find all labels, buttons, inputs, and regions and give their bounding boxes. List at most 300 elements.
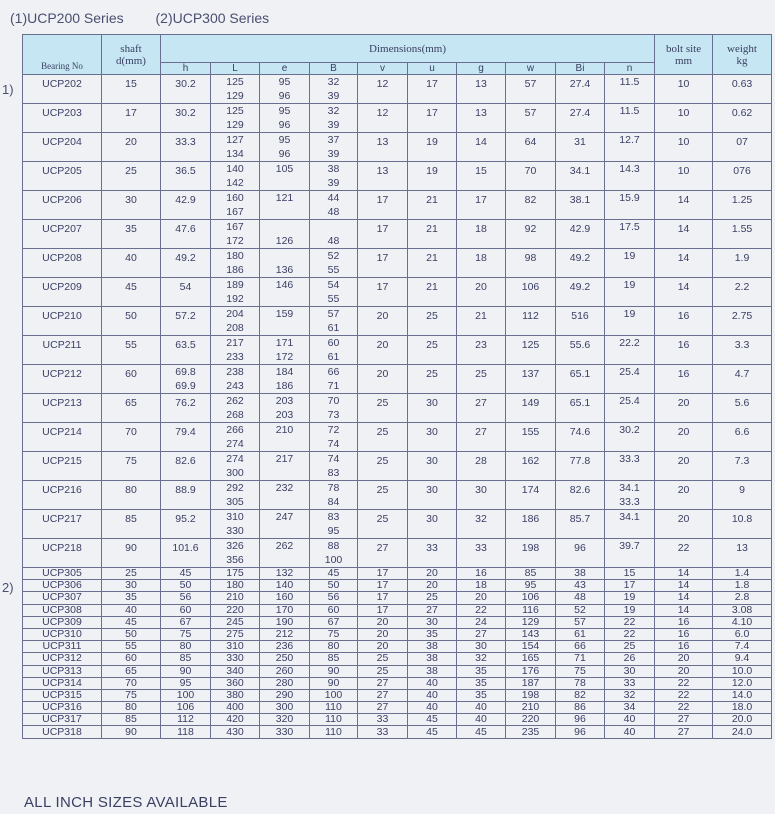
cell-line-2 [605,118,654,132]
cell-stack [161,220,210,248]
cell-line-1: 217 [275,453,294,465]
cell-value: 75 [125,455,137,467]
cell-value: 88.9 [175,484,196,496]
cell-no: UCP305 [23,568,102,580]
cell-n: 34 [605,702,655,714]
cell-stack [23,162,101,190]
cell-n [605,539,655,568]
cell-v: 17 [358,604,408,616]
cell-stack [655,336,712,364]
cell-line-2 [605,524,654,538]
cell-value: 30 [426,455,438,467]
cell-line-2: 100 [324,554,343,566]
cell-stack [102,510,160,538]
cell-stack [605,162,654,190]
cell-b: 80 [310,641,358,653]
cell-line-2 [605,553,654,567]
cell-h: 90 [161,665,211,677]
cell-value: UCP203 [42,107,82,119]
cell-value: 10 [677,136,690,148]
cell-stack [310,220,357,248]
cell-no [23,104,102,133]
cell-b: 50 [310,580,358,592]
cell-v [358,104,408,133]
cell-line-2: 69.9 [175,380,196,392]
cell-value: 25 [376,484,389,496]
cell-e [260,481,310,510]
cell-weight: 1.8 [713,580,772,592]
cell-value: 17 [376,252,389,264]
header-bearing-no: Bearing No [23,35,102,75]
cell-value: 2.75 [731,310,753,322]
cell-weight: 14.0 [713,689,772,701]
cell-value: 27.4 [569,107,591,119]
cell-line-2: 71 [327,380,340,392]
cell-line-2: 136 [275,264,294,276]
cell-stack [260,307,309,335]
cell-g [457,452,506,481]
cell-stack [358,481,407,509]
cell-value: 95.2 [175,513,196,525]
cell-h: 56 [161,592,211,604]
cell-v [358,307,408,336]
cell-l: 275 [211,628,260,640]
cell-stack [713,162,771,190]
cell-d: 30 [102,580,161,592]
cell-value: 16 [677,310,690,322]
cell-n: 25 [605,641,655,653]
cell-no: UCP314 [23,677,102,689]
cell-w: 129 [506,616,556,628]
cell-l: 360 [211,677,260,689]
cell-e: 290 [260,689,310,701]
cell-value: 65 [125,397,137,409]
cell-b: 85 [310,653,358,665]
cell-line-2 [260,176,309,190]
cell-line-1: 83 [327,511,340,523]
cell-line-1: 159 [275,308,294,320]
cell-line-1: 69.8 [175,366,196,378]
cell-stack [556,510,604,538]
cell-n: 19 [605,592,655,604]
cell-stack [506,104,555,132]
cell-b [310,75,358,104]
table-row [23,592,772,604]
cell-h [161,220,211,249]
cell-value: 49.2 [175,252,196,264]
cell-line-1: 262 [226,395,244,407]
cell-stack [713,336,771,364]
cell-value: 27 [376,542,389,554]
cell-no: UCP312 [23,653,102,665]
cell-stack [408,220,456,248]
cell-line-2: 233 [226,351,244,363]
cell-value: 1.25 [731,194,753,206]
cell-l [211,307,260,336]
cell-bolt [655,336,713,365]
cell-w [506,423,556,452]
cell-weight: 18.0 [713,702,772,714]
cell-stack [23,220,101,248]
cell-weight [713,539,772,568]
cell-w [506,162,556,191]
cell-bolt: 20 [655,665,713,677]
cell-stack [211,336,259,364]
cell-v [358,278,408,307]
cell-b [310,104,358,133]
cell-d [102,75,161,104]
cell-value: 65.1 [569,368,591,380]
cell-line-2: 96 [278,90,291,102]
cell-value: 25 [125,165,137,177]
cell-value: UCP202 [42,78,82,90]
cell-stack [211,365,259,393]
cell-stack [655,162,712,190]
cell-d: 35 [102,592,161,604]
cell-stack [408,510,456,538]
cell-u: 27 [408,604,457,616]
cell-value: 15 [125,78,137,90]
cell-w: 198 [506,689,556,701]
cell-stack [211,75,259,103]
cell-line-1: 37 [327,134,340,146]
cell-value: UCP206 [42,194,82,206]
cell-bi [556,220,605,249]
cell-v [358,249,408,278]
cell-e: 250 [260,653,310,665]
cell-line-1: 232 [275,482,294,494]
cell-l [211,394,260,423]
cell-value: 14 [677,194,690,206]
cell-e [260,394,310,423]
cell-value: 79.4 [175,426,196,438]
cell-g [457,191,506,220]
cell-l [211,365,260,394]
cell-line-1: 54 [327,279,340,291]
cell-stack [358,423,407,451]
cell-line-1: 146 [275,279,294,291]
cell-n [605,104,655,133]
cell-stack [23,510,101,538]
cell-h [161,336,211,365]
cell-l [211,423,260,452]
cell-value: 20 [677,397,690,409]
cell-value: 30 [475,484,487,496]
cell-value: 25 [376,455,389,467]
cell-line-1 [310,220,357,234]
cell-e [260,278,310,307]
cell-value: 16 [677,368,690,380]
cell-b: 90 [310,677,358,689]
cell-stack [310,539,357,567]
cell-e [260,191,310,220]
cell-stack [161,307,210,335]
cell-stack [408,452,456,480]
cell-line-1: 274 [226,453,244,465]
cell-stack [211,510,259,538]
cell-stack [161,394,210,422]
cell-no [23,365,102,394]
cell-stack [260,452,309,480]
cell-stack [457,278,505,306]
cell-stack [556,75,604,103]
cell-line-2: 142 [226,177,244,189]
cell-stack [161,278,210,306]
series-300-title: (2)UCP300 Series [155,10,270,26]
cell-stack [211,104,259,132]
cell-value: 17 [125,107,137,119]
cell-bolt [655,394,713,423]
cell-stack [310,365,357,393]
cell-no: UCP318 [23,726,102,738]
cell-h [161,510,211,539]
cell-v [358,191,408,220]
cell-value: 21 [426,281,438,293]
cell-line-1: 292 [226,482,244,494]
header-u: u [408,63,457,75]
footer-note: ALL INCH SIZES AVAILABLE [24,794,228,811]
cell-stack [655,481,712,509]
cell-value: 10 [677,165,690,177]
cell-line-1: 66 [327,366,340,378]
cell-bolt: 22 [655,689,713,701]
cell-stack [713,423,771,451]
cell-h [161,423,211,452]
header-l: L [211,63,260,75]
cell-bi [556,191,605,220]
cell-stack [556,481,604,509]
cell-line-1: 125 [226,105,244,117]
table-row [23,616,772,628]
cell-n [605,249,655,278]
cell-stack [310,510,357,538]
cell-d: 40 [102,604,161,616]
cell-bolt [655,278,713,307]
cell-h [161,539,211,568]
cell-g [457,307,506,336]
cell-stack [506,510,555,538]
cell-line-1: 22.2 [619,337,640,349]
cell-no [23,394,102,423]
cell-stack [713,365,771,393]
cell-stack [211,452,259,480]
cell-line-2 [260,495,309,509]
cell-stack [260,394,309,422]
cell-value: 20 [376,339,389,351]
cell-value: 33 [426,542,438,554]
cell-g: 45 [457,726,506,738]
cell-g [457,278,506,307]
cell-v: 17 [358,592,408,604]
cell-l [211,336,260,365]
cell-bi [556,539,605,568]
cell-g: 35 [457,689,506,701]
cell-e: 190 [260,616,310,628]
cell-b: 75 [310,628,358,640]
cell-value: 13 [376,136,389,148]
cell-stack [506,162,555,190]
cell-value: 12 [376,78,389,90]
cell-u: 38 [408,665,457,677]
cell-stack [713,220,771,248]
cell-d [102,452,161,481]
cell-value: 9 [739,484,745,496]
cell-u [408,481,457,510]
cell-stack [506,191,555,219]
cell-value: 77.8 [569,455,591,467]
cell-stack [161,452,210,480]
cell-e: 260 [260,665,310,677]
table-row [23,665,772,677]
cell-line-2 [605,408,654,422]
cell-no: UCP311 [23,641,102,653]
cell-v: 27 [358,702,408,714]
cell-weight [713,162,772,191]
cell-line-1: 127 [226,134,244,146]
cell-u: 40 [408,689,457,701]
cell-value: 30.2 [175,78,196,90]
cell-line-1: 57 [327,308,340,320]
cell-stack [310,133,357,161]
cell-stack [506,307,555,335]
cell-line-1: 19 [623,308,636,320]
cell-e [260,336,310,365]
header-b: B [310,63,358,75]
cell-stack [655,191,712,219]
cell-line-1: 95 [278,76,291,88]
header-bolt-line1: bolt site [665,42,702,55]
cell-stack [713,307,771,335]
cell-stack [556,162,604,190]
cell-value: 20 [125,136,137,148]
cell-stack [556,423,604,451]
cell-bi: 61 [556,628,605,640]
cell-weight [713,104,772,133]
cell-w [506,336,556,365]
header-dimensions: Dimensions(mm) [161,35,655,63]
table-row [23,580,772,592]
cell-stack [457,481,505,509]
cell-g: 32 [457,653,506,665]
cell-stack [506,75,555,103]
cell-bolt [655,249,713,278]
cell-h: 80 [161,641,211,653]
cell-bi: 96 [556,714,605,726]
cell-w: 85 [506,568,556,580]
cell-line-1: 34.1 [619,482,640,494]
cell-value: 12 [376,107,389,119]
cell-line-2: 330 [226,525,244,537]
cell-value: 10 [677,107,690,119]
cell-stack [102,191,160,219]
cell-value: 14 [677,252,690,264]
cell-u [408,423,457,452]
cell-l: 210 [211,592,260,604]
cell-line-2: 172 [226,235,244,247]
cell-stack [713,510,771,538]
cell-u [408,104,457,133]
cell-u: 40 [408,677,457,689]
cell-stack [161,191,210,219]
cell-stack [260,336,309,364]
cell-no: UCP308 [23,604,102,616]
cell-l [211,539,260,568]
cell-stack [408,133,456,161]
cell-line-2: 83 [327,467,340,479]
cell-w: 187 [506,677,556,689]
cell-stack [506,481,555,509]
cell-line-2: 274 [226,438,244,450]
cell-stack [260,191,309,219]
cell-w [506,481,556,510]
cell-stack [260,249,309,277]
cell-bi: 71 [556,653,605,665]
cell-no [23,307,102,336]
cell-bolt: 14 [655,580,713,592]
cell-d: 85 [102,714,161,726]
cell-l: 180 [211,580,260,592]
cell-bolt: 16 [655,616,713,628]
cell-h: 45 [161,568,211,580]
cell-line-2: 129 [226,90,244,102]
cell-value: 106 [521,281,540,293]
cell-value: 0.62 [731,107,753,119]
cell-stack [260,278,309,306]
cell-stack [310,162,357,190]
cell-bi: 52 [556,604,605,616]
cell-value: 19 [426,136,438,148]
cell-h: 100 [161,689,211,701]
cell-line-1: 38 [327,163,340,175]
cell-no: UCP307 [23,592,102,604]
cell-stack [605,365,654,393]
cell-value: UCP211 [42,339,82,351]
cell-stack [23,191,101,219]
table-row [23,481,772,510]
cell-line-2 [605,205,654,219]
cell-stack [605,481,654,509]
cell-w [506,75,556,104]
cell-line-1: 11.5 [619,105,640,117]
cell-stack [358,539,407,567]
cell-n [605,336,655,365]
cell-value: 07 [736,136,748,148]
cell-stack [506,365,555,393]
cell-no [23,423,102,452]
cell-h: 50 [161,580,211,592]
cell-value: 17 [426,107,438,119]
cell-stack [408,365,456,393]
cell-e: 320 [260,714,310,726]
cell-u: 20 [408,580,457,592]
cell-value: 13 [376,165,389,177]
section-marker-1: 1) [2,82,14,97]
cell-line-2: 208 [226,322,244,334]
cell-stack [457,249,505,277]
cell-value: 57.2 [175,310,196,322]
cell-d [102,133,161,162]
cell-value: 14 [475,136,487,148]
cell-bi [556,365,605,394]
cell-e [260,365,310,394]
cell-value: 92 [524,223,537,235]
bearing-dimensions-table [22,34,772,739]
header-e: e [260,63,310,75]
cell-u: 45 [408,714,457,726]
cell-no: UCP306 [23,580,102,592]
cell-line-1 [260,220,309,234]
cell-stack [260,481,309,509]
